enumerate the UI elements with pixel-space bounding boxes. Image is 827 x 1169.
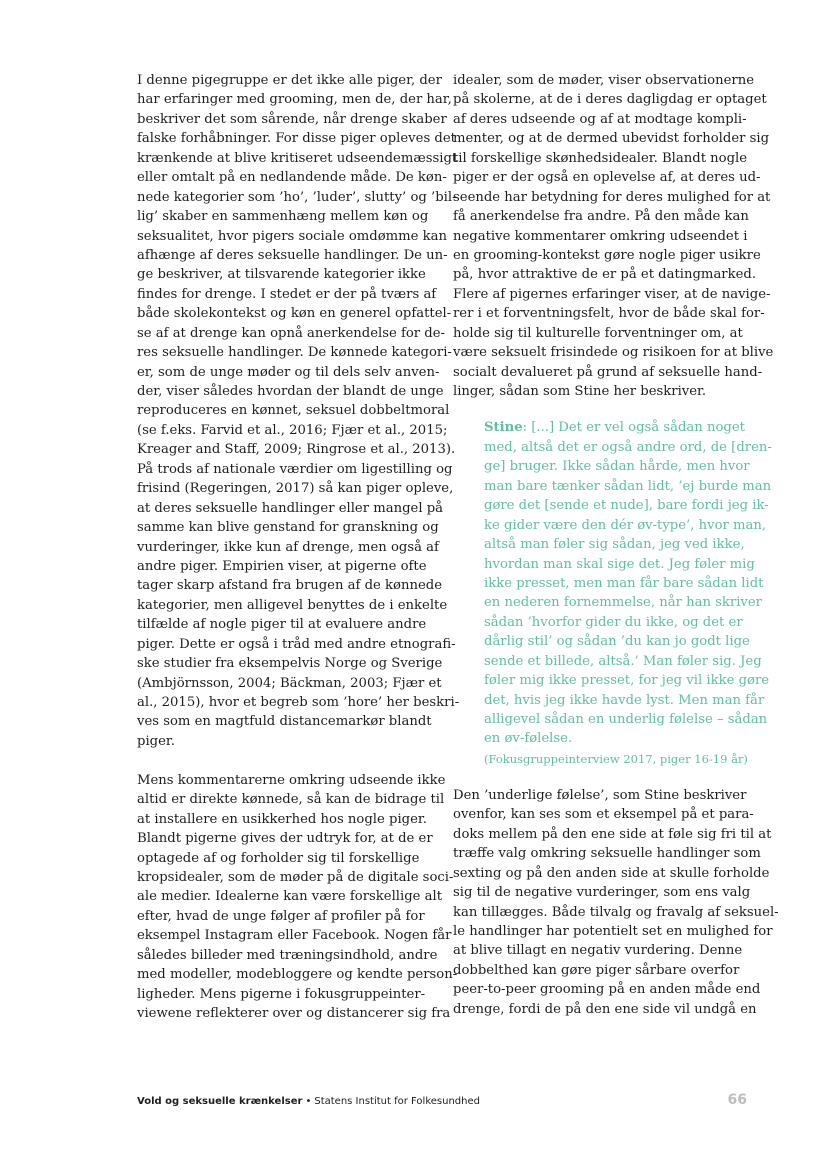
text-line: seende har betydning for deres mulighed for at bbox=[453, 189, 771, 205]
text-line: kropsidealer, som de møder på de digitale soci- bbox=[137, 869, 454, 885]
text-line: efter, hvad de unge følger af profiler på for bbox=[137, 908, 425, 924]
text-line: kategorier, men alligevel benyttes de i enkelte bbox=[137, 597, 448, 613]
text-line: Den ’underlige følelse’, som Stine beskriver bbox=[453, 787, 747, 803]
text-line: doks mellem på den ene side at føle sig fri til at bbox=[453, 826, 772, 842]
text-line: piger. Dette er også i tråd med andre etnografi- bbox=[137, 636, 456, 652]
text-line: at installere en usikkerhed hos nogle piger. bbox=[137, 811, 427, 827]
text-line: I denne pigegruppe er det ikke alle piger, der bbox=[137, 73, 442, 88]
text-line: Blandt pigerne gives der udtryk for, at de er bbox=[137, 831, 433, 847]
right-column bbox=[453, 71, 779, 1019]
text-line: samme kan blive genstand for granskning og bbox=[137, 520, 439, 536]
text-line: nede kategorier som ’ho’, ’luder’, slutty’ og ’bil- bbox=[137, 189, 457, 205]
left-column bbox=[137, 71, 460, 1023]
quote-body bbox=[484, 438, 772, 749]
quote-source: (Fokusgruppeinterview 2017, piger 16-19 år) bbox=[484, 751, 748, 766]
text-line: ikke presset, men man får bare sådan lidt bbox=[484, 575, 764, 591]
text-line: altid er direkte kønnede, så kan de bidrage til bbox=[137, 792, 445, 808]
text-line: føler mig ikke presset, for jeg vil ikke gøre bbox=[484, 673, 770, 689]
quote-first-line bbox=[484, 418, 753, 437]
text-line: drenge, fordi de på den ene side vil undgå en bbox=[453, 1001, 757, 1017]
footer-publisher: Statens Institut for Folkesundhed bbox=[314, 1096, 480, 1107]
footer-separator: • bbox=[305, 1096, 312, 1107]
text-line: Kreager and Staff, 2009; Ringrose et al., 2013). bbox=[137, 442, 456, 458]
text-line: sende et billede, altså.’ Man føler sig. Jeg bbox=[484, 653, 762, 669]
text-line: le handlinger har potentielt set en mulighed for bbox=[453, 923, 773, 939]
text-line: findes for drenge. I stedet er der på tværs af bbox=[137, 286, 437, 302]
text-line: lig’ skaber en sammenhæng mellem køn og bbox=[137, 209, 429, 225]
text-line: (se f.eks. Farvid et al., 2016; Fjær et al., 2015; bbox=[137, 422, 448, 438]
quote-spacer bbox=[453, 769, 753, 786]
text-line: ke gider være den dér øv-type’, hvor man, bbox=[484, 517, 767, 533]
text-line: eksempel Instagram eller Facebook. Nogen får bbox=[137, 928, 452, 944]
text-line: ovenfor, kan ses som et eksempel på et para- bbox=[453, 807, 754, 823]
text-line: både skolekontekst og køn en generel opfattel- bbox=[137, 306, 452, 322]
text-line: hvordan man skal sige det. Jeg føler mig bbox=[484, 556, 755, 572]
text-line: træffe valg omkring seksuelle handlinger som bbox=[453, 846, 761, 862]
text-line: se af at drenge kan opnå anerkendelse for de- bbox=[137, 325, 446, 341]
text-line: res seksuelle handlinger. De kønnede kategori- bbox=[137, 345, 452, 361]
text-line: altså man føler sig sådan, jeg ved ikke, bbox=[484, 537, 745, 553]
text-line: linger, sådan som Stine her beskriver. bbox=[453, 384, 707, 399]
text-line: således billeder med træningsindhold, andre bbox=[137, 947, 438, 963]
text-line: af deres udseende og af at modtage kompli- bbox=[453, 111, 747, 127]
text-line: Mens kommentarerne omkring udseende ikke bbox=[137, 772, 446, 788]
text-line: til forskellige skønhedsidealer. Blandt nogle bbox=[453, 150, 748, 166]
text-line: socialt devalueret på grund af seksuelle hand- bbox=[453, 364, 763, 380]
page-footer bbox=[137, 1092, 747, 1112]
text-line: menter, og at de dermed ubevidst forholder sig bbox=[453, 131, 770, 147]
text-line: viewene reflekterer over og distancerer sig fra bbox=[137, 1006, 451, 1021]
text-line: ligheder. Mens pigerne i fokusgruppeinter- bbox=[137, 986, 426, 1002]
text-line: ves som en magtfuld distancemarkør blandt bbox=[137, 714, 432, 730]
text-line: Flere af pigernes erfaringer viser, at de navige- bbox=[453, 286, 771, 302]
text-line: andre piger. Empirien viser, at pigerne ofte bbox=[137, 558, 427, 574]
text-line: dobbelthed kan gøre piger sårbare overfor bbox=[453, 962, 740, 978]
body-paragraph bbox=[453, 71, 774, 401]
text-line: eller omtalt på en nedlandende måde. De køn- bbox=[137, 170, 447, 186]
text-line: seksualitet, hvor pigers sociale omdømme kan bbox=[137, 228, 448, 244]
interview-quote bbox=[484, 418, 772, 768]
text-line: (Ambjörnsson, 2004; Bäckman, 2003; Fjær et bbox=[137, 675, 442, 691]
quote-speaker: Stine bbox=[484, 420, 523, 436]
text-line: med, altså det er også andre ord, de [dren- bbox=[484, 439, 772, 455]
text-line: sexting og på den anden side at skulle forholde bbox=[453, 865, 770, 881]
text-line: negative kommentarer omkring udseendet i bbox=[453, 228, 748, 244]
text-line: ge] bruger. Ikke sådan hårde, men hvor bbox=[484, 459, 750, 475]
footer-report-title: Vold og seksuelle krænkelser bbox=[137, 1096, 303, 1107]
text-line: krænkende at blive kritiseret udseendemæssigt bbox=[137, 150, 458, 166]
text-line: har erfaringer med grooming, men de, der har, bbox=[137, 92, 452, 108]
text-line: ale medier. Idealerne kan være forskellige alt bbox=[137, 889, 443, 905]
text-line: reproduceres en kønnet, seksuel dobbeltmoral bbox=[137, 403, 450, 419]
text-line: tilfælde af nogle piger til at evaluere andre bbox=[137, 617, 427, 633]
text-line: er, som de unge møder og til dels selv anven- bbox=[137, 364, 440, 380]
page-number: 66 bbox=[727, 1092, 747, 1108]
text-line: være seksuelt frisindede og risikoen for at blive bbox=[453, 345, 774, 361]
text-line: det, hvis jeg ikke havde lyst. Men man får bbox=[484, 692, 765, 708]
text-line: rer i et forventningsfelt, hvor de både skal for- bbox=[453, 306, 765, 322]
text-line: al., 2015), hvor et begreb som ’hore’ her beskri- bbox=[137, 695, 460, 710]
text-line: På trods af nationale værdier om ligestilling og bbox=[137, 461, 453, 477]
body-paragraph bbox=[137, 771, 458, 1024]
text-line: tager skarp afstand fra brugen af de kønnede bbox=[137, 578, 443, 594]
text-line: dårlig stil’ og sådan ’du kan jo godt lige bbox=[484, 634, 750, 650]
text-line: piger. bbox=[137, 733, 175, 749]
quote-first-line-text: : [...] Det er vel også sådan noget bbox=[522, 420, 745, 436]
text-line: optagede af og forholder sig til forskellige bbox=[137, 850, 420, 866]
body-paragraph bbox=[453, 786, 779, 1019]
text-line: på, hvor attraktive de er på et datingmarked. bbox=[453, 267, 757, 283]
text-line: frisind (Regeringen, 2017) så kan piger opleve, bbox=[137, 481, 454, 497]
text-line: kan tillægges. Både tilvalg og fravalg af seksuel- bbox=[453, 904, 779, 920]
text-line: holde sig til kulturelle forventninger om, at bbox=[453, 325, 743, 341]
text-line: på skolerne, at de i deres dagligdag er optaget bbox=[453, 92, 767, 108]
text-line: beskriver det som sårende, når drenge skaber bbox=[137, 111, 447, 127]
body-paragraph bbox=[137, 71, 460, 751]
text-line: en nederen fornemmelse, når han skriver bbox=[484, 595, 762, 611]
text-line: man bare tænker sådan lidt, ’ej burde man bbox=[484, 478, 772, 494]
text-line: at blive tillagt en negativ vurdering. Denne bbox=[453, 943, 743, 959]
paragraph-gap bbox=[137, 751, 437, 770]
text-line: idealer, som de møder, viser observationerne bbox=[453, 73, 755, 88]
quote-spacer bbox=[453, 401, 753, 418]
text-line: ske studier fra eksempelvis Norge og Sverige bbox=[137, 656, 443, 672]
text-line: at deres seksuelle handlinger eller mangel på bbox=[137, 500, 444, 516]
text-line: få anerkendelse fra andre. På den måde kan bbox=[453, 209, 749, 225]
text-line: gøre det [sende et nude], bare fordi jeg ik- bbox=[484, 498, 769, 514]
text-line: afhænge af deres seksuelle handlinger. De un- bbox=[137, 247, 448, 263]
text-line: piger er der også en oplevelse af, at deres ud- bbox=[453, 170, 761, 186]
text-line: vurderinger, ikke kun af drenge, men også af bbox=[137, 539, 439, 555]
text-line: falske forhåbninger. For disse piger opleves det bbox=[137, 131, 456, 147]
text-line: sig til de negative vurderinger, som ens valg bbox=[453, 885, 751, 901]
text-line: med modeller, modebloggere og kendte person- bbox=[137, 967, 458, 983]
text-line: en øv-følelse. bbox=[484, 731, 573, 747]
text-line: ge beskriver, at tilsvarende kategorier ikke bbox=[137, 267, 426, 283]
text-line: der, viser således hvordan der blandt de unge bbox=[137, 384, 444, 399]
text-line: en grooming-kontekst gøre nogle piger usikre bbox=[453, 247, 761, 263]
text-line: peer-to-peer grooming på en anden måde end bbox=[453, 982, 761, 998]
text-line: sådan ’hvorfor gider du ikke, og det er bbox=[484, 614, 743, 630]
text-line: alligevel sådan en underlig følelse – sådan bbox=[484, 712, 768, 727]
